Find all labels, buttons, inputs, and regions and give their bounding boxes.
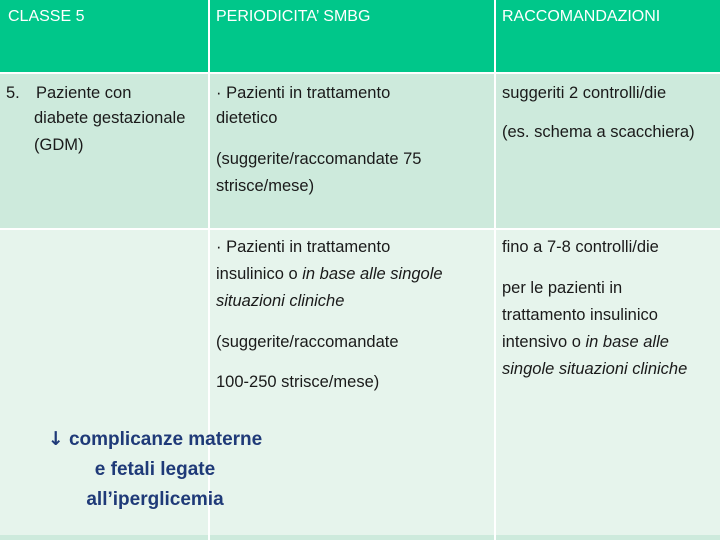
row2-rec-line-4-italic: in base alle [585,333,669,351]
note-line-3: all’iperglicemia [86,489,224,510]
note-line-1-text: complicanze materne [68,429,263,450]
row1-smbg-line-1: · Pazienti in trattamento [216,84,391,102]
class-line-3: (GDM) [34,136,84,154]
row3-recommendations-cell [496,535,720,540]
header-class-label: CLASSE 5 [8,8,85,25]
row2-smbg-line-5: 100-250 strisce/mese) [216,373,380,391]
row2-rec-line-3: trattamento insulinico [502,306,658,324]
class-line-2: diabete gestazionale [34,109,186,127]
complications-note [30,424,280,515]
row1-class-cell [0,74,208,228]
note-line-1 [30,424,280,455]
header-recommendations-label: RACCOMANDAZIONI [502,8,661,25]
row1-rec-line-2: (es. schema a scacchiera) [502,123,695,141]
header-cell-recommendations [496,0,720,72]
header-smbg-label: PERIODICITA’ SMBG [216,8,371,25]
row2-rec-line-4 [502,329,669,356]
row2-rec-line-4-normal: intensivo o [502,333,586,351]
row2-smbg-line-2-italic: in base alle singole [302,265,443,283]
header-cell-smbg [210,0,494,72]
row1-smbg-line-3: (suggerite/raccomandate 75 [216,150,422,168]
class-line-1: Paziente con [36,84,132,102]
row2-rec-line-5: singole situazioni cliniche [502,360,688,378]
row2-rec-line-1: fino a 7-8 controlli/die [502,238,659,256]
row2-rec-line-2: per le pazienti in [502,279,623,297]
row1-recommendations-cell [496,74,720,228]
row2-smbg-line-3: situazioni cliniche [216,292,345,310]
row2-smbg-line-1: · Pazienti in trattamento [216,238,391,256]
note-line-2: e fetali legate [94,459,216,480]
down-arrow-icon: ↓ [47,428,64,450]
row3-class-cell [0,535,208,540]
row2-recommendations-cell [496,230,720,535]
header-cell-class [0,0,208,72]
row3-smbg-cell [210,535,494,540]
row2-smbg-line-4: (suggerite/raccomandate [216,333,399,351]
row1-rec-line-1: suggeriti 2 controlli/die [502,84,667,102]
row1-smbg-line-2: dietetico [216,109,278,127]
row2-smbg-line-2 [216,261,443,288]
row1-smbg-line-4: strisce/mese) [216,177,315,195]
row2-smbg-line-2-normal: insulinico o [216,265,303,283]
class-number: 5. [6,84,20,102]
row1-smbg-cell [210,74,494,228]
